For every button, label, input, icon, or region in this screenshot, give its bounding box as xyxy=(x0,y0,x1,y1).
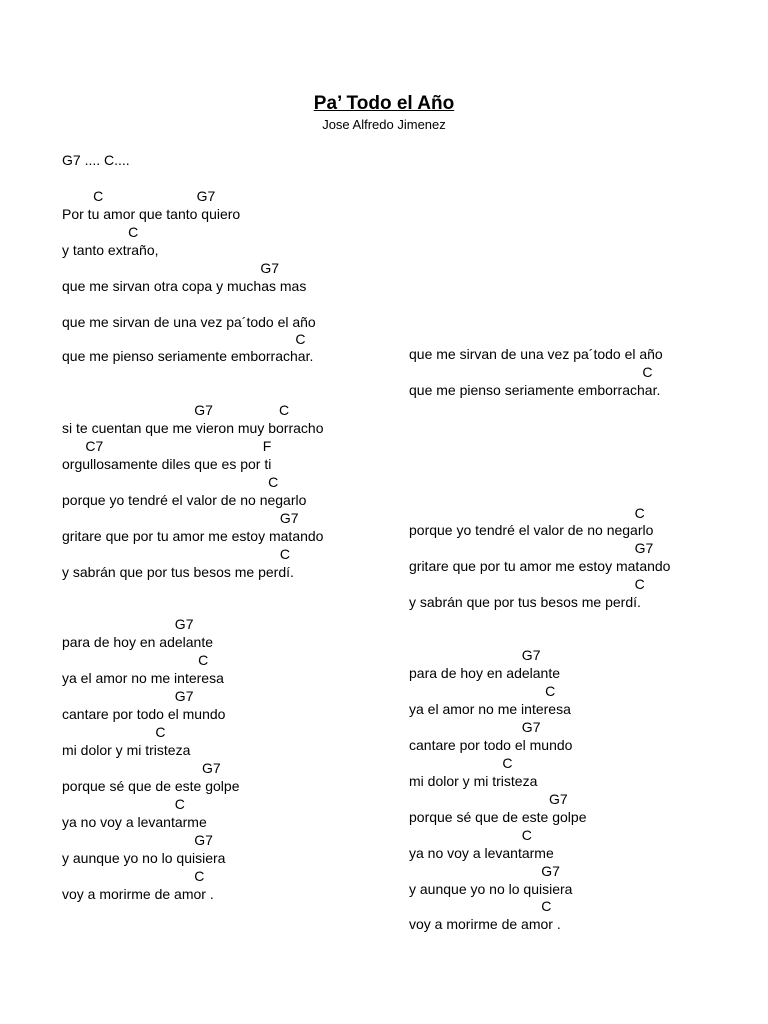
chord-line: G7 xyxy=(62,616,194,632)
chord-line: C G7 xyxy=(62,188,216,204)
song-title: Pa’ Todo el Año xyxy=(313,93,455,114)
lyric-line: Por tu amor que tanto quiero xyxy=(62,206,241,222)
chord-line: C xyxy=(62,546,290,562)
chord-line: G7 xyxy=(62,688,194,704)
chord-line: C xyxy=(409,364,653,380)
chord-line: G7 C xyxy=(62,402,290,418)
lyric-line: cantare por todo el mundo xyxy=(409,737,573,753)
lyric-line: que me pienso seriamente emborrachar. xyxy=(409,382,661,398)
chord-line: C xyxy=(62,796,185,812)
chord-line: G7 xyxy=(409,540,654,556)
chord-line: C xyxy=(62,224,139,240)
chord-line: G7 xyxy=(62,510,299,526)
chord-line: G7 xyxy=(409,791,568,807)
chord-line: C xyxy=(409,576,645,592)
lyric-line: que me sirvan de una vez pa´todo el año xyxy=(62,314,316,330)
chord-line: C xyxy=(409,505,645,521)
chord-line: G7 xyxy=(62,760,221,776)
lyric-line: gritare que por tu amor me estoy matando xyxy=(409,558,671,574)
song-artist: Jose Alfredo Jimenez xyxy=(322,117,446,132)
lyric-line: gritare que por tu amor me estoy matando xyxy=(62,528,324,544)
lyric-line: ya el amor no me interesa xyxy=(409,701,571,717)
chord-line: C xyxy=(62,474,279,490)
chord-line: C xyxy=(409,755,513,771)
chord-line: C xyxy=(409,683,556,699)
lyric-line: que me sirvan otra copa y muchas mas xyxy=(62,278,307,294)
chord-line: G7 xyxy=(409,647,541,663)
chord-line: G7 xyxy=(62,260,280,276)
lyric-line: y tanto extraño, xyxy=(62,242,159,258)
lyric-line: y sabrán que por tus besos me perdí. xyxy=(62,564,294,580)
lyric-line: voy a morirme de amor . xyxy=(409,916,561,932)
chord-line: C xyxy=(62,652,209,668)
lyric-line: y sabrán que por tus besos me perdí. xyxy=(409,594,641,610)
chord-line: C xyxy=(409,827,532,843)
lyric-line: porque sé que de este golpe xyxy=(409,809,587,825)
lyric-line: porque yo tendré el valor de no negarlo xyxy=(62,492,307,508)
lyric-line: orgullosamente diles que es por ti xyxy=(62,456,272,472)
chord-line: C7 F xyxy=(62,438,272,454)
lyric-line: y aunque yo no lo quisiera xyxy=(62,850,226,866)
lyric-line: y aunque yo no lo quisiera xyxy=(409,881,573,897)
lyric-line: para de hoy en adelante xyxy=(409,665,561,681)
chord-line: C xyxy=(62,331,306,347)
lyric-line: que me pienso seriamente emborrachar. xyxy=(62,348,314,364)
chord-line: C xyxy=(409,898,552,914)
lyric-line: cantare por todo el mundo xyxy=(62,706,226,722)
lyric-line: porque sé que de este golpe xyxy=(62,778,240,794)
chord-line: G7 xyxy=(409,863,560,879)
chord-line: C xyxy=(62,724,166,740)
lyric-line: si te cuentan que me vieron muy borracho xyxy=(62,420,324,436)
lyric-line: voy a morirme de amor . xyxy=(62,886,214,902)
chord-line: G7 xyxy=(409,719,541,735)
lyric-line: ya no voy a levantarme xyxy=(62,814,207,830)
lyric-line: ya no voy a levantarme xyxy=(409,845,554,861)
lyric-line: mi dolor y mi tristeza xyxy=(409,773,538,789)
chord-line: G7 xyxy=(62,832,213,848)
chord-line: C xyxy=(62,868,205,884)
lyric-line: mi dolor y mi tristeza xyxy=(62,742,191,758)
lyric-line: ya el amor no me interesa xyxy=(62,670,224,686)
lyric-line: para de hoy en adelante xyxy=(62,634,214,650)
lyric-line: porque yo tendré el valor de no negarlo xyxy=(409,522,654,538)
intro-chords: G7 .... C.... xyxy=(62,152,130,168)
lyric-line: que me sirvan de una vez pa´todo el año xyxy=(409,346,663,362)
